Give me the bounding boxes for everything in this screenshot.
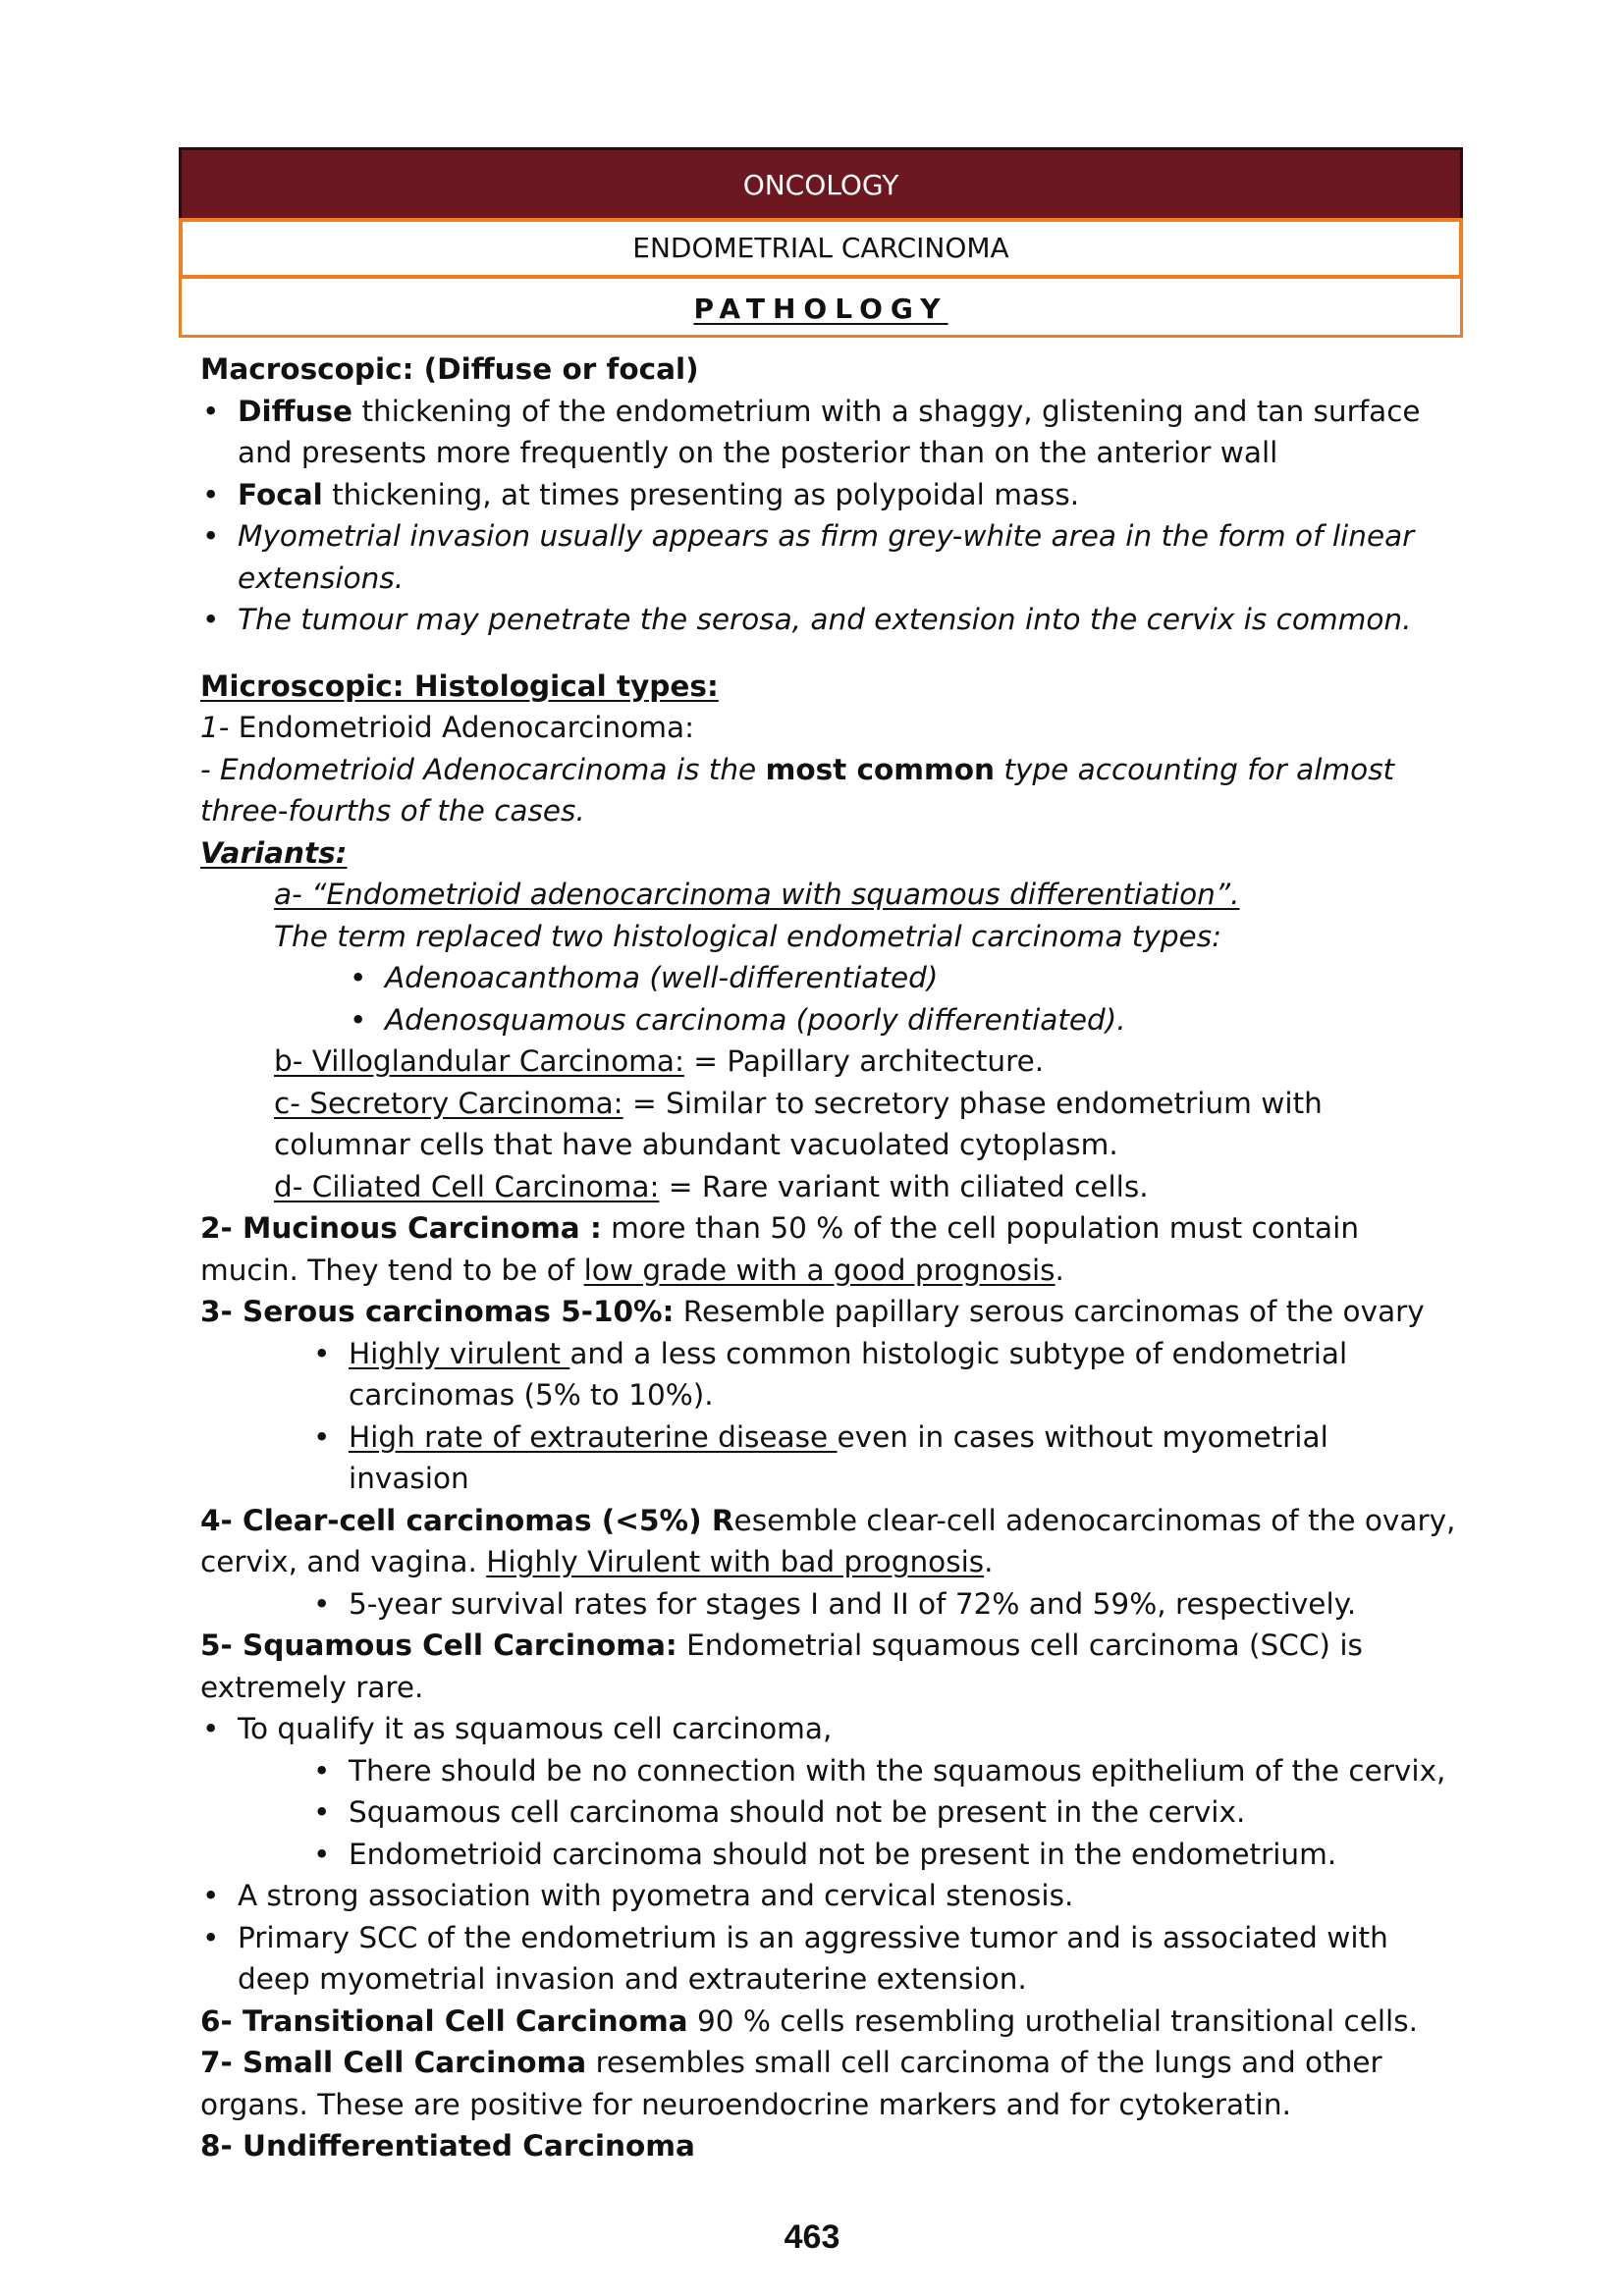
topic-header: ENDOMETRIAL CARCINOMA [179,218,1463,279]
type-5-bullet-3: • Primary SCC of the endometrium is an aggressive tumor and is associated with deep myometrial invasion and extrauterine extension. [200,1917,1457,2001]
type-6-transitional: 6- Transitional Cell Carcinoma 90 % cells resembling urothelial transitional cells. [200,2003,1418,2038]
type-5-subitem-3: • Endometrioid carcinoma should not be present in the endometrium. [311,1834,1457,1876]
type-2-mucinous: 2- Mucinous Carcinoma : more than 50 % of the cell population must contain mucin. They tend to be of low grade with a good prognosis. [200,1211,1360,1287]
page-number: 463 [784,2218,840,2256]
macro-bullet-myometrial: • Myometrial invasion usually appears as firm grey-white area in the form of linear extensions. [200,515,1457,599]
variant-a-title: a- “Endometrioid adenocarcinoma with squamous differentiation”. [274,878,1240,911]
variant-c: c- Secretory Carcinoma: = Similar to secretory phase endometrium with columnar cells that have abundant vacuolated cytoplasm. [274,1086,1323,1161]
macroscopic-title: Macroscopic: (Diffuse or focal) [200,352,699,386]
subtopic-header [179,279,1463,338]
type-5-squamous: 5- Squamous Cell Carcinoma: Endometrial squamous cell carcinoma (SCC) is extremely rare. [200,1629,1363,1704]
type-8-undifferentiated: 8- Undifferentiated Carcinoma [200,2129,695,2163]
variant-a-item-2: • Adenosquamous carcinoma (poorly differentiated). [348,999,1457,1041]
type-3-serous: 3- Serous carcinomas 5-10%: Resemble papillary serous carcinomas of the ovary [200,1295,1425,1328]
type-5-bullet-1: • To qualify it as squamous cell carcinoma, [200,1708,1457,1750]
macro-bullet-serosa: • The tumour may penetrate the serosa, and extension into the cervix is common. [200,599,1457,641]
subtopic-label: PATHOLOGY [693,293,948,325]
document-body [200,348,1457,2167]
variants-label: Variants: [200,835,348,870]
type-4-item-1: • 5-year survival rates for stages I and II of 72% and 59%, respectively. [311,1583,1457,1626]
type-1-description: - Endometrioid Adenocarcinoma is the most common type accounting for almost three-fourths of the cases. [200,752,1395,828]
macro-bullet-focal: • Focal thickening, at times presenting as polypoidal mass. [200,474,1457,516]
type-5-subitem-1: • There should be no connection with the squamous epithelium of the cervix, [311,1750,1457,1792]
variant-b: b- Villoglandular Carcinoma: = Papillary architecture. [274,1044,1045,1078]
variant-a-description: The term replaced two histological endometrial carcinoma types: [274,919,1222,953]
microscopic-title: Microscopic: Histological types: [200,668,719,703]
type-5-subitem-2: • Squamous cell carcinoma should not be present in the cervix. [311,1791,1457,1834]
section-header: ONCOLOGY [179,147,1463,218]
variant-a-item-1: • Adenoacanthoma (well-differentiated) [348,957,1457,999]
type-3-item-1: • Highly virulent and a less common histologic subtype of endometrial carcinomas (5% to 10%). [311,1333,1457,1416]
variant-d: d- Ciliated Cell Carcinoma: = Rare variant with ciliated cells. [274,1169,1149,1203]
type-3-item-2: • High rate of extrauterine disease even in cases without myometrial invasion [311,1416,1457,1500]
type-7-small-cell: 7- Small Cell Carcinoma resembles small cell carcinoma of the lungs and other organs. These are positive for neuroendocrine markers and for cytokeratin. [200,2046,1382,2121]
macro-bullet-diffuse: • Diffuse thickening of the endometrium with a shaggy, glistening and tan surface and presents more frequently on the posterior than on the anterior wall [200,391,1457,474]
type-5-bullet-2: • A strong association with pyometra and cervical stenosis. [200,1875,1457,1917]
type-4-clear-cell: 4- Clear-cell carcinomas (<5%) Resemble clear-cell adenocarcinomas of the ovary, cervix, and vagina. Highly Virulent with bad prognosis. [200,1503,1456,1578]
type-1-heading: 1- Endometrioid Adenocarcinoma: [200,711,695,744]
